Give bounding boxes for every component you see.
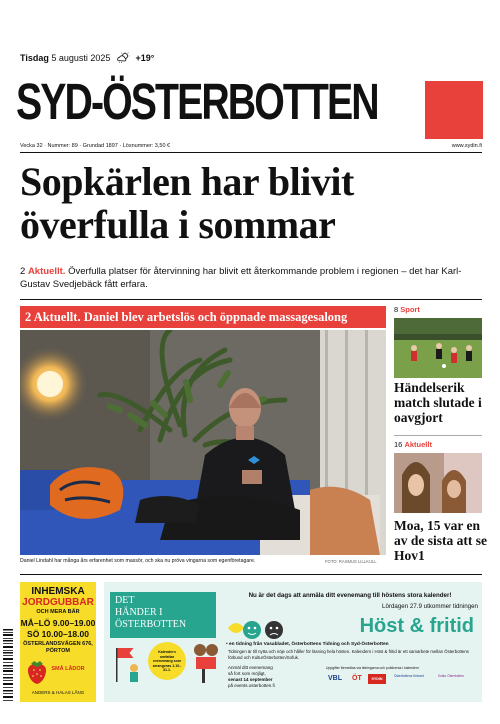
sidebar-label-sport bbox=[394, 305, 420, 315]
barcode bbox=[2, 627, 16, 705]
sidebar-section: Sport bbox=[400, 305, 420, 314]
ad-register bbox=[228, 665, 318, 689]
register-line: så fort som möjligt, bbox=[228, 671, 266, 676]
website-link[interactable]: www.sydin.fi bbox=[451, 143, 482, 149]
strawberry-ad[interactable] bbox=[20, 582, 96, 702]
photo-caption: Daniel Lindahl har många års erfarenhet som massör, och ska nu pröva vingarna som egenföretagare. bbox=[20, 558, 256, 564]
temperature: +19° bbox=[135, 53, 155, 63]
ad-bullet-sub: Tidningen är till nytta och nöje och håller för läsning hela hösten. Kalendern i Höst & fritid är ett samarbete mellan Österbottens förbund och KulturÖsterbotten/Sofuk. bbox=[228, 649, 469, 660]
logo-osterbottens-forbund: Österbottens förbund bbox=[394, 674, 424, 678]
feature-banner[interactable] bbox=[20, 306, 386, 328]
logo-vbl: VBL bbox=[328, 675, 342, 682]
logo-ot: ÖT bbox=[352, 675, 362, 682]
dateline bbox=[20, 52, 154, 64]
ad-headline: Nu är det dags att anmäla ditt evenemang till höstens stora kalender! bbox=[248, 592, 452, 599]
sidebar-page-number: 16 bbox=[394, 440, 403, 449]
ad-line: ÖSTERLANDSVÄGEN 676, bbox=[23, 641, 93, 647]
feature-title: Daniel blev arbetslös och öppnade massagesalong bbox=[83, 310, 348, 324]
ad-date-line: Lördagen 27.9 utkommer tidningen bbox=[382, 603, 478, 610]
ad-line: PÖRTOM bbox=[45, 648, 71, 654]
badge-line: ÖSTERBOTTEN bbox=[115, 619, 187, 630]
feature-section: Aktuellt. bbox=[33, 310, 81, 324]
brand-square bbox=[425, 81, 483, 139]
register-line[interactable]: på events.osterbotten.fi bbox=[228, 683, 275, 688]
ad-line: SMÅ LÅDOR bbox=[51, 666, 85, 672]
sidebar-label-aktuellt bbox=[394, 440, 432, 450]
ad-line: SÖ 10.00–18.00 bbox=[27, 629, 89, 639]
theatre-masks-icon bbox=[224, 614, 294, 644]
ad-brand: Höst & fritid bbox=[359, 615, 474, 637]
sidebar-section: Aktuellt bbox=[404, 440, 432, 449]
lead-section: Aktuellt. bbox=[27, 266, 66, 277]
flag-figure-icon bbox=[112, 644, 146, 684]
sun-cloud-rain-icon bbox=[116, 52, 130, 63]
concert-photo[interactable] bbox=[394, 453, 482, 513]
lead-paragraph bbox=[20, 265, 482, 291]
ad-bullet: • en tidning från Vasabladet, Österbottens Tidning och Syd-Österbotten bbox=[226, 642, 389, 647]
lead-text: Överfulla platser för återvinning har blivit ett återkommande problem i regionen – det har Karl-Gustav Svedjebäck fått erfara. bbox=[20, 266, 462, 290]
feature-photo[interactable] bbox=[20, 330, 386, 555]
main-headline[interactable]: Sopkärlen har blivit överfulla i sommar bbox=[20, 159, 354, 247]
ad-line: OCH MERA BÄR bbox=[36, 609, 80, 615]
logo-kultur-osterbotten: Kultur Österbotten bbox=[438, 674, 464, 678]
sidebar-headline-aktuellt[interactable]: Moa, 15 var en av de sista att se Hov1 bbox=[394, 518, 487, 563]
sidebar-divider bbox=[394, 435, 482, 436]
badge-line: DET bbox=[115, 595, 135, 606]
events-calendar-ad[interactable] bbox=[104, 582, 482, 702]
register-line: senast 14 september bbox=[228, 677, 273, 682]
photo-credit: FOTO: RASMUS LILLKULL bbox=[325, 559, 377, 564]
ad-line: ANDERS & HALAS LÅNG bbox=[31, 690, 85, 695]
film-camera-icon bbox=[190, 642, 222, 684]
masthead[interactable]: SYD-ÖSTERBOTTEN bbox=[16, 73, 378, 130]
logo-sydin: SYDIN bbox=[368, 674, 386, 684]
ad-divider bbox=[20, 574, 482, 575]
sidebar-headline-sport[interactable]: Händelserik match slutade i oavgjort bbox=[394, 380, 482, 425]
lead-divider bbox=[20, 299, 482, 300]
ad-line: INHEMSKA bbox=[31, 586, 85, 597]
ad-line: MÅ–LÖ 9.00–19.00 bbox=[20, 618, 96, 628]
weekday: Tisdag bbox=[20, 53, 49, 63]
register-line: Anmäl ditt evenemang bbox=[228, 665, 273, 670]
feature-page-number: 2 bbox=[25, 310, 32, 324]
badge-line: HÄNDER I bbox=[115, 607, 163, 618]
sport-photo[interactable] bbox=[394, 318, 482, 378]
date: 5 augusti 2025 bbox=[51, 53, 111, 63]
lead-page-number: 2 bbox=[20, 266, 26, 277]
header-divider bbox=[20, 152, 482, 153]
period-circle: Kalendern omfattar evenemang som arrangeras 1.10–31.1. bbox=[148, 642, 186, 680]
ad-line: JORDGUBBAR bbox=[22, 597, 94, 608]
sidebar-page-number: 8 bbox=[394, 305, 399, 314]
sponsor-note: Uppgifter förmedlas via tidningarna och publiceras i kalendern bbox=[326, 666, 419, 670]
event-badge bbox=[110, 592, 216, 638]
issue-info: Vecka 32 · Nummer: 89 · Grundad 1897 · Lösnummer: 3,50 € bbox=[20, 143, 171, 149]
